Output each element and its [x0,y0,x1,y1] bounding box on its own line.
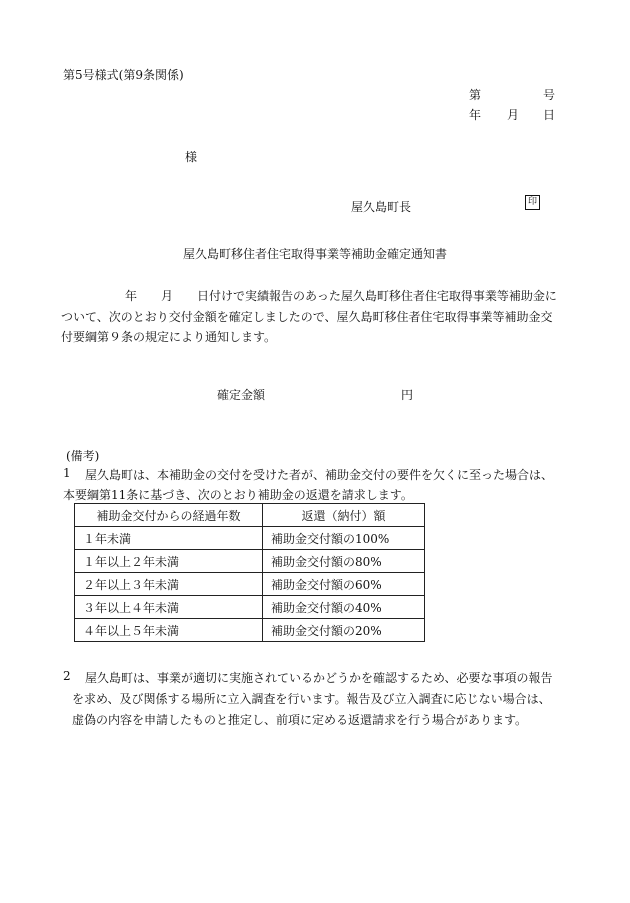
seal-stamp: 印 [525,195,540,210]
body-line-2: ついて、次のとおり交付金額を確定しましたので、屋久島町移住者住宅取得事業等補助金交 [61,310,553,324]
date-month: 月 [507,108,520,122]
table-row [75,527,425,550]
remark-item-2-line-3: 虚偽の内容を申請したものと推定し、前項に定める返還請求を行う場合があります。 [72,713,528,727]
table-cell-years: ４年以上５年未満 [75,619,263,642]
addressee: 様 [185,150,198,164]
body-line-3: 付要綱第９条の規定により通知します。 [61,330,277,344]
remark-item-2-line-1: 屋久島町は、事業が適切に実施されているかどうかを確認するため、必要な事項の報告 [85,671,553,685]
table-cell-years: １年未満 [75,527,263,550]
table-row [75,596,425,619]
table-row [75,573,425,596]
table-header-amount: 返還（納付）額 [263,504,425,527]
remark-item-2-number: 2 [63,669,71,683]
document-title: 屋久島町移住者住宅取得事業等補助金確定通知書 [182,247,447,261]
remark-item-2-line-2: を求め、及び関係する場所に立入調査を行います。報告及び立入調査に応じない場合は、 [72,692,551,706]
amount-unit: 円 [401,388,414,402]
date-day: 日 [543,108,556,122]
docno-prefix: 第 [469,88,482,102]
body-line-1-text: 日付けで実績報告のあった屋久島町移住者住宅取得事業等補助金に [197,289,557,303]
body-month: 月 [161,289,174,303]
table-cell-amount: 補助金交付額の80% [263,550,425,573]
body-year: 年 [125,289,138,303]
remark-item-1-line-1: 屋久島町は、本補助金の交付を受けた者が、補助金交付の要件を欠くに至った場合は、 [85,468,554,482]
date-year: 年 [469,108,482,122]
table-row [75,550,425,573]
remark-item-1-line-2: 本要綱第11条に基づき、次のとおり補助金の返還を請求します。 [63,488,413,502]
table-header-years: 補助金交付からの経過年数 [75,504,263,527]
table-cell-amount: 補助金交付額の40% [263,596,425,619]
remark-item-1-number: 1 [63,466,71,480]
table-cell-years: ３年以上４年未満 [75,596,263,619]
table-cell-years: ２年以上３年未満 [75,573,263,596]
table-header-row [75,504,425,527]
docno-suffix: 号 [543,88,556,102]
amount-label: 確定金額 [217,388,266,402]
issuer-name: 屋久島町長 [351,200,412,214]
form-id: 第5号様式(第9条関係) [63,68,184,82]
table-cell-amount: 補助金交付額の100% [263,527,425,550]
table-row [75,619,425,642]
refund-table [74,503,425,642]
table-cell-amount: 補助金交付額の60% [263,573,425,596]
remarks-label: (備考) [66,449,100,463]
table-cell-years: １年以上２年未満 [75,550,263,573]
table-cell-amount: 補助金交付額の20% [263,619,425,642]
